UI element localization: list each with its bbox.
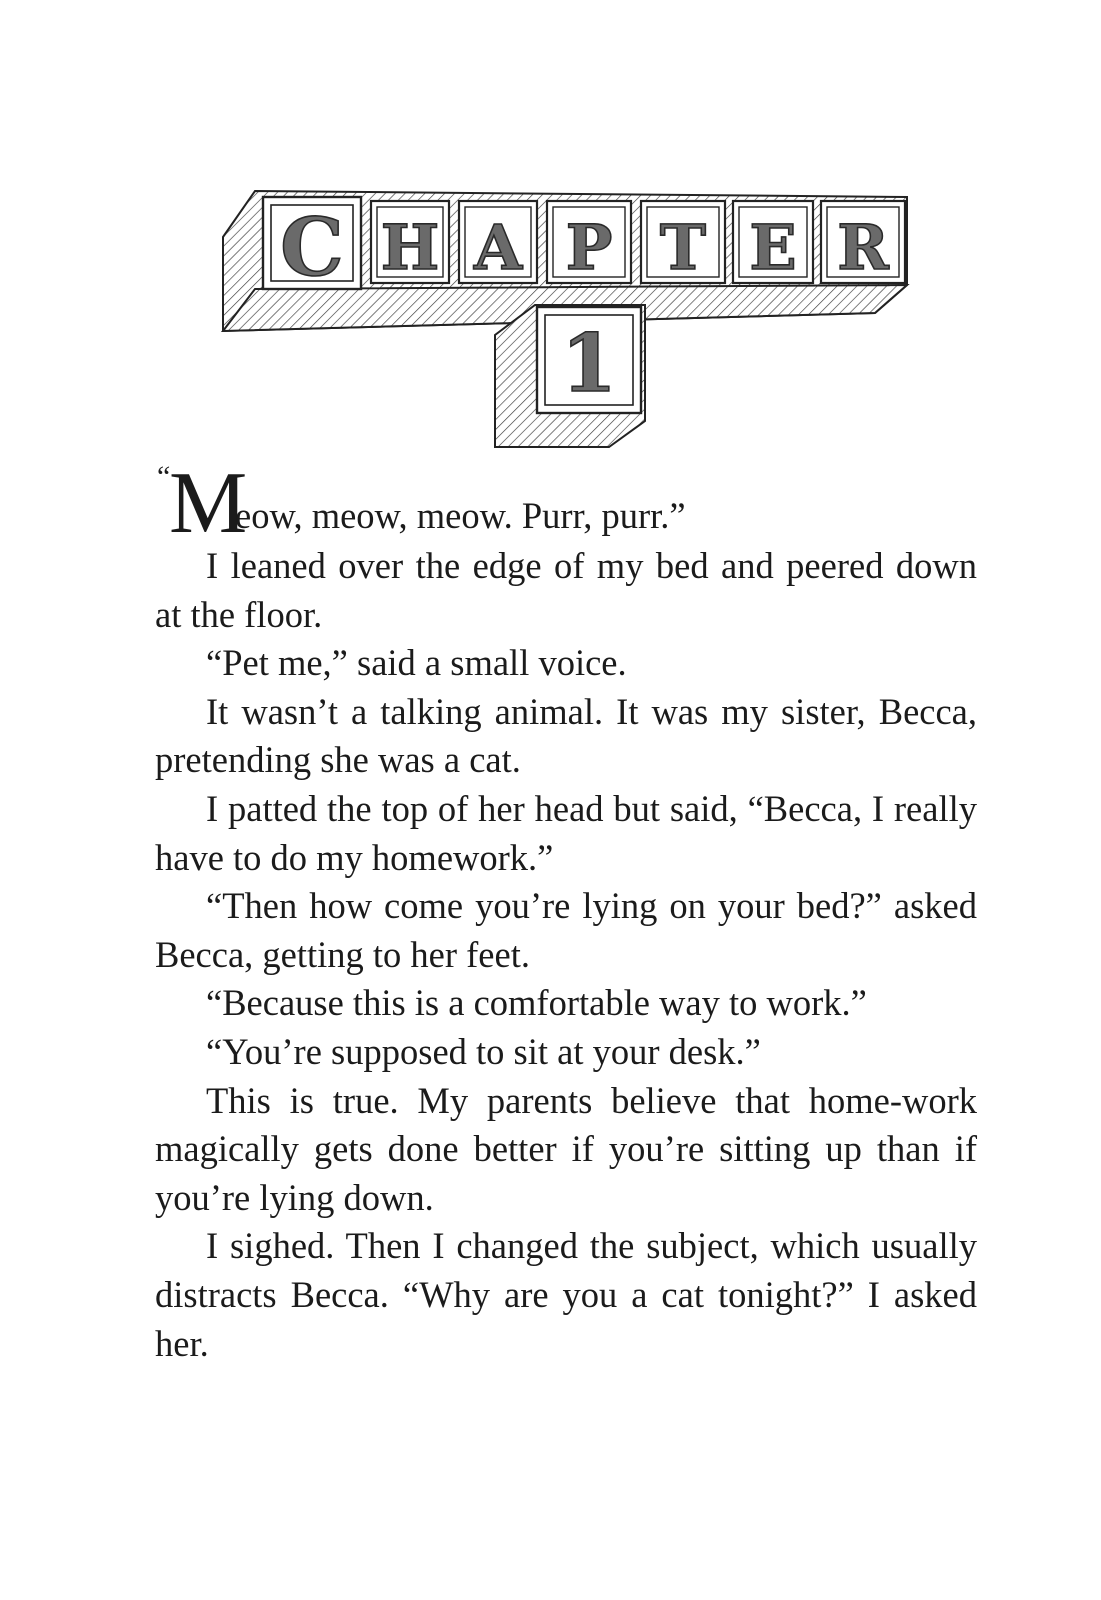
paragraph: “Then how come you’re lying on your bed?” asked Becca, getting to her feet. xyxy=(155,885,977,975)
chapter-letter: T xyxy=(659,211,707,284)
drop-cap: M xyxy=(169,455,248,552)
chapter-letter: A xyxy=(473,211,523,284)
chapter-heading-blocks xyxy=(215,185,925,455)
chapter-letter: R xyxy=(837,211,889,284)
paragraph: “You’re supposed to sit at your desk.” xyxy=(206,1030,761,1072)
paragraph: I patted the top of her head but said, “Becca, I really have to do my homework.” xyxy=(155,787,977,878)
opening-quote: “ xyxy=(157,460,171,493)
body-text xyxy=(155,455,977,1368)
paragraph: I sighed. Then I changed the subject, which usually distracts Becca. “Why are you a cat tonight?” I asked her. xyxy=(155,1225,977,1364)
chapter-letter: H xyxy=(380,211,440,284)
paragraph: This is true. My parents believe that home-work magically gets done better if you’re sitting up than if you’re lying down. xyxy=(155,1079,977,1218)
chapter-number: 1 xyxy=(561,316,617,410)
paragraph: I leaned over the edge of my bed and peered down at the floor. xyxy=(155,545,977,635)
chapter-blocks-illustration xyxy=(215,185,925,455)
chapter-letter: P xyxy=(565,211,613,284)
paragraph: “Pet me,” said a small voice. xyxy=(206,642,627,684)
chapter-letter: E xyxy=(749,211,797,284)
chapter-letter: C xyxy=(280,200,344,294)
opening-line xyxy=(155,455,977,552)
opening-line-text: eow, meow, meow. Purr, purr.” xyxy=(235,495,686,536)
paragraph: “Because this is a comfortable way to work.” xyxy=(206,982,867,1024)
paragraph: It wasn’t a talking animal. It was my sister, Becca, pretending she was a cat. xyxy=(155,690,977,781)
